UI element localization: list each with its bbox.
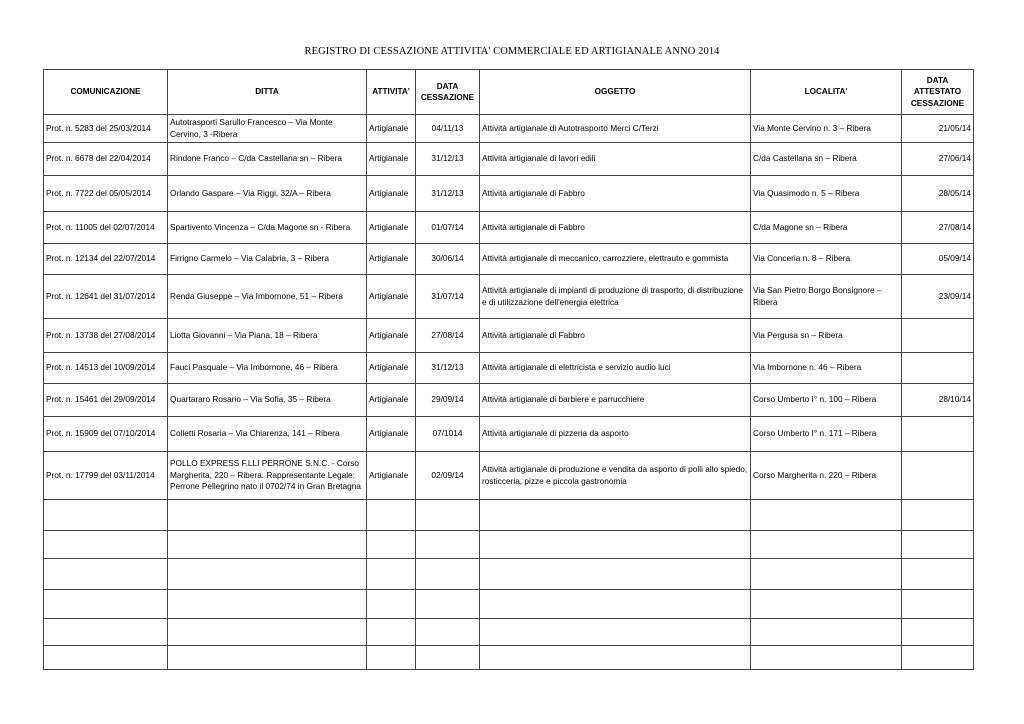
cell-attivita: Artigianale bbox=[367, 452, 416, 500]
cell-oggetto: Attività artigianale di meccanico, carrozziere, elettrauto e gommista bbox=[480, 244, 751, 275]
cell-data-cessazione: 31/12/13 bbox=[416, 176, 480, 212]
table-row bbox=[44, 452, 974, 500]
cell-data-attestato bbox=[902, 452, 974, 500]
header-data-cessazione: DATA CESSAZIONE bbox=[416, 70, 480, 115]
empty-row bbox=[44, 590, 974, 619]
cell-comunicazione: Prot. n. 15461 del 29/09/2014 bbox=[44, 384, 168, 417]
cell-comunicazione: Prot. n. 13738 del 27/08/2014 bbox=[44, 319, 168, 353]
cell-attivita: Artigianale bbox=[367, 353, 416, 384]
cell-comunicazione: Prot. n. 12641 del 31/07/2014 bbox=[44, 275, 168, 319]
cell-data-cessazione: 02/09/14 bbox=[416, 452, 480, 500]
cell-attivita: Artigianale bbox=[367, 275, 416, 319]
cell-oggetto: Attività artigianale di impianti di produzione di trasporto, di distribuzione e di utilizzazione dell'energia elettrica bbox=[480, 275, 751, 319]
cell-ditta: Quartararo Rosario – Via Sofia, 35 – Ribera bbox=[168, 384, 367, 417]
cell-ditta: Rindone Franco – C/da Castellana sn – Ribera bbox=[168, 143, 367, 176]
table-row bbox=[44, 176, 974, 212]
cell-data-cessazione: 31/07/14 bbox=[416, 275, 480, 319]
cell-ditta: Liotta Giovanni – Via Piana, 18 – Ribera bbox=[168, 319, 367, 353]
cell-data-attestato: 27/06/14 bbox=[902, 143, 974, 176]
cell-oggetto: Attività artigianale di pizzeria da asporto bbox=[480, 417, 751, 452]
cell-data-attestato: 28/05/14 bbox=[902, 176, 974, 212]
cell-localita: Via San Pietro Borgo Bonsignore – Ribera bbox=[751, 275, 902, 319]
cell-data-attestato bbox=[902, 353, 974, 384]
table-row bbox=[44, 212, 974, 244]
cell-data-attestato bbox=[902, 417, 974, 452]
cell-localita: C/da Magone sn – Ribera bbox=[751, 212, 902, 244]
empty-row bbox=[44, 531, 974, 559]
header-row bbox=[44, 70, 974, 115]
cell-localita: Via Pergusa sn – Ribera bbox=[751, 319, 902, 353]
cell-oggetto: Attività artigianale di produzione e vendita da asporto di polli allo spiedo, rosticceria, pizze e piccola gastronomia bbox=[480, 452, 751, 500]
cell-ditta: Autotrasporti Sarullo Francesco – Via Monte Cervino, 3 -Ribera bbox=[168, 115, 367, 143]
cell-oggetto: Attività artigianale di lavori edili bbox=[480, 143, 751, 176]
cell-data-cessazione: 30/06/14 bbox=[416, 244, 480, 275]
cell-attivita: Artigianale bbox=[367, 176, 416, 212]
cell-ditta: Fauci Pasquale – Via Imbornone, 46 – Ribera bbox=[168, 353, 367, 384]
header-localita: LOCALITA' bbox=[751, 70, 902, 115]
cell-oggetto: Attività artigianale di Autotrasporto Merci C/Terzi bbox=[480, 115, 751, 143]
table-row bbox=[44, 115, 974, 143]
cell-oggetto: Attività artigianale di Fabbro bbox=[480, 319, 751, 353]
cell-data-attestato: 28/10/14 bbox=[902, 384, 974, 417]
cell-attivita: Artigianale bbox=[367, 212, 416, 244]
cell-localita: C/da Castellana sn – Ribera bbox=[751, 143, 902, 176]
cell-data-attestato: 05/09/14 bbox=[902, 244, 974, 275]
cell-localita: Via Conceria n. 8 – Ribera bbox=[751, 244, 902, 275]
table-row bbox=[44, 319, 974, 353]
cell-data-attestato: 21/05/14 bbox=[902, 115, 974, 143]
header-ditta: DITTA bbox=[168, 70, 367, 115]
cell-data-attestato: 23/09/14 bbox=[902, 275, 974, 319]
cell-data-cessazione: 29/09/14 bbox=[416, 384, 480, 417]
cell-comunicazione: Prot. n. 12134 del 22/07/2014 bbox=[44, 244, 168, 275]
cell-comunicazione: Prot. n. 15909 del 07/10/2014 bbox=[44, 417, 168, 452]
cell-localita: Corso Margherita n. 220 – Ribera bbox=[751, 452, 902, 500]
cell-attivita: Artigianale bbox=[367, 244, 416, 275]
empty-row bbox=[44, 500, 974, 531]
cell-oggetto: Attività artigianale di barbiere e parrucchiere bbox=[480, 384, 751, 417]
cell-ditta: Spartivento Vincenza – C/da Magone sn - Ribera bbox=[168, 212, 367, 244]
header-attivita: ATTIVITA' bbox=[367, 70, 416, 115]
cell-data-cessazione: 04/11/13 bbox=[416, 115, 480, 143]
cell-ditta: POLLO EXPRESS F.LLI PERRONE S.N.C. - Corso Margherita, 220 – Ribera. Rappresentante Legale: Perrone Pellegrino nato il 0702/74 in Gran Bretagna bbox=[168, 452, 367, 500]
cell-ditta: Orlando Gaspare – Via Riggi, 32/A – Ribera bbox=[168, 176, 367, 212]
cell-localita: Via Imbornone n. 46 – Ribera bbox=[751, 353, 902, 384]
cell-data-cessazione: 31/12/13 bbox=[416, 353, 480, 384]
cell-data-cessazione: 31/12/13 bbox=[416, 143, 480, 176]
cell-localita: Corso Umberto I° n. 171 – Ribera bbox=[751, 417, 902, 452]
cell-data-cessazione: 27/08/14 bbox=[416, 319, 480, 353]
empty-row bbox=[44, 646, 974, 670]
cell-comunicazione: Prot. n. 11005 del 02/07/2014 bbox=[44, 212, 168, 244]
cell-attivita: Artigianale bbox=[367, 319, 416, 353]
empty-row bbox=[44, 619, 974, 646]
table-row bbox=[44, 353, 974, 384]
cell-localita: Corso Umberto I° n. 100 – Ribera bbox=[751, 384, 902, 417]
cell-attivita: Artigianale bbox=[367, 417, 416, 452]
page-title: REGISTRO DI CESSAZIONE ATTIVITA' COMMERCIALE ED ARTIGIANALE ANNO 2014 bbox=[304, 46, 720, 57]
table-row bbox=[44, 244, 974, 275]
cell-attivita: Artigianale bbox=[367, 115, 416, 143]
cell-data-attestato bbox=[902, 319, 974, 353]
cell-ditta: Firrigno Carmelo – Via Calabria, 3 – Ribera bbox=[168, 244, 367, 275]
table-row bbox=[44, 384, 974, 417]
table-row bbox=[44, 275, 974, 319]
cell-ditta: Colletti Rosaria – Via Chiarenza, 141 – Ribera bbox=[168, 417, 367, 452]
cell-comunicazione: Prot. n. 5283 del 25/03/2014 bbox=[44, 115, 168, 143]
header-comunicazione: COMUNICAZIONE bbox=[44, 70, 168, 115]
cell-comunicazione: Prot. n. 14513 del 10/09/2014 bbox=[44, 353, 168, 384]
cell-oggetto: Attività artigianale di elettricista e servizio audio luci bbox=[480, 353, 751, 384]
cell-localita: Via Quasimodo n. 5 – Ribera bbox=[751, 176, 902, 212]
cell-comunicazione: Prot. n. 17799 del 03/11/2014 bbox=[44, 452, 168, 500]
cell-ditta: Renda Giuseppe – Via Imbornone, 51 – Ribera bbox=[168, 275, 367, 319]
cell-comunicazione: Prot. n. 7722 del 05/05/2014 bbox=[44, 176, 168, 212]
cell-data-attestato: 27/08/14 bbox=[902, 212, 974, 244]
header-data-attestato: DATA ATTESTATO CESSAZIONE bbox=[902, 70, 974, 115]
cell-attivita: Artigianale bbox=[367, 143, 416, 176]
cell-oggetto: Attività artigianale di Fabbro bbox=[480, 212, 751, 244]
table-row bbox=[44, 417, 974, 452]
empty-row bbox=[44, 559, 974, 590]
cell-attivita: Artigianale bbox=[367, 384, 416, 417]
cell-oggetto: Attività artigianale di Fabbro bbox=[480, 176, 751, 212]
cell-comunicazione: Prot. n. 6678 del 22/04/2014 bbox=[44, 143, 168, 176]
cell-data-cessazione: 07/1014 bbox=[416, 417, 480, 452]
table-row bbox=[44, 143, 974, 176]
register-table bbox=[43, 69, 974, 670]
cell-data-cessazione: 01/07/14 bbox=[416, 212, 480, 244]
header-oggetto: OGGETTO bbox=[480, 70, 751, 115]
cell-localita: Via Monte Cervino n. 3 – Ribera bbox=[751, 115, 902, 143]
